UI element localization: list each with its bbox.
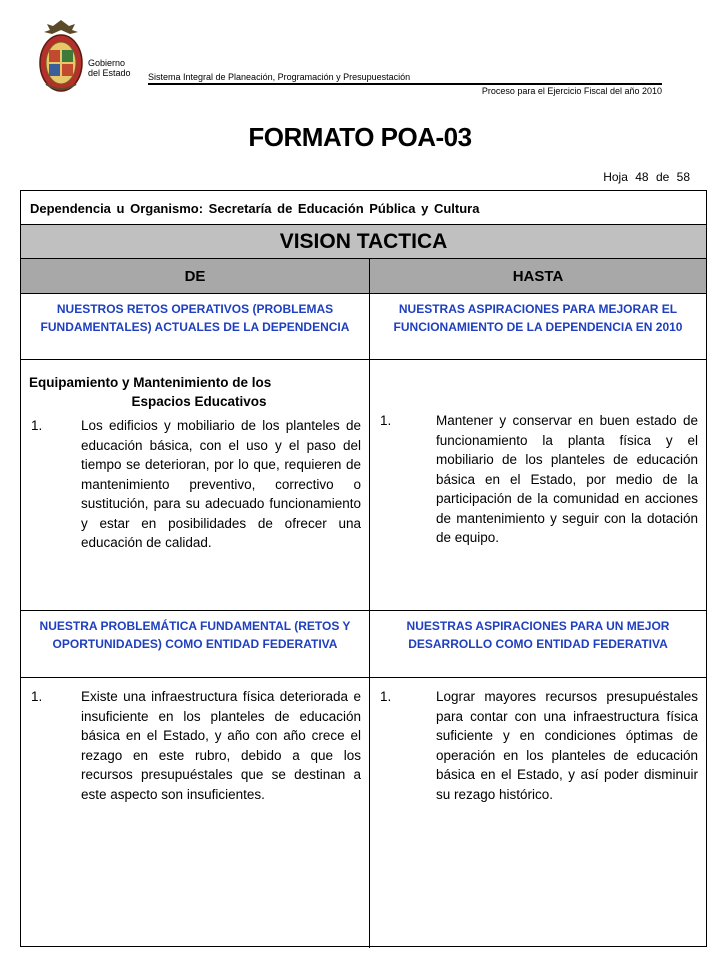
dependency-row: Dependencia u Organismo: Secretaría de Educación Pública y Cultura bbox=[21, 191, 706, 225]
gov-line-1: Gobierno bbox=[88, 58, 126, 68]
poa-table bbox=[20, 190, 707, 947]
block1-right-header: NUESTRAS ASPIRACIONES PARA MEJORAR EL FUNCIONAMIENTO DE LA DEPENDENCIA EN 2010 bbox=[393, 302, 683, 334]
page-title: FORMATO POA-03 bbox=[248, 122, 472, 152]
section-heading-line2: Espacios Educativos bbox=[131, 393, 267, 409]
section-heading-line1: Equipamiento y Mantenimiento de los bbox=[29, 375, 272, 390]
block1-body bbox=[21, 360, 706, 611]
block1-right-number: 1. bbox=[380, 413, 392, 428]
block2-left-cell bbox=[21, 678, 370, 948]
block1-right-cell bbox=[370, 360, 706, 610]
page-current: 48 bbox=[635, 170, 649, 184]
block2-body bbox=[21, 678, 706, 948]
section-title-band: VISION TACTICA bbox=[21, 225, 706, 259]
block2-subheaders bbox=[21, 611, 706, 678]
block2-left-header: NUESTRA PROBLEMÁTICA FUNDAMENTAL (RETOS Y OPORTUNIDADES) COMO ENTIDAD FEDERATIVA bbox=[21, 611, 370, 677]
block1-left-cell bbox=[21, 360, 370, 610]
block1-subheaders bbox=[21, 294, 706, 360]
block1-section-heading bbox=[21, 360, 369, 411]
column-headers bbox=[21, 259, 706, 294]
block2-right-item: Lograr mayores recursos presupuéstales para contar con una infraestructura física suficiente y en condiciones óptimas de operación en los planteles de educación básica en el Estado, y así poder disminuir su rezago histórico. bbox=[436, 689, 698, 802]
column-header-de: DE bbox=[21, 259, 370, 293]
state-coat-of-arms-logo bbox=[38, 18, 84, 96]
page-label: Hoja bbox=[603, 170, 628, 184]
block2-right-cell bbox=[370, 678, 706, 948]
page-counter bbox=[603, 170, 690, 184]
block2-left-item: Existe una infraestructura física deteriorada e insuficiente en los planteles de educación básica en el Estado, y año con año crece el rezago en este rubro, debido a que los recursos presupuéstales que se destinan a este aspecto son insuficientes. bbox=[81, 689, 361, 802]
page-sep: de bbox=[655, 170, 670, 184]
page-total: 58 bbox=[676, 170, 690, 184]
government-label bbox=[88, 58, 131, 78]
block1-left-item: Los edificios y mobiliario de los planteles de educación básica, con el uso y el paso del tiempo se deterioran, por lo que, requieren de mantenimiento preventivo, correctivo o sustitución, para su adecuado funcionamiento y estar en posibilidades de ofrecer una educación de calidad. bbox=[81, 418, 361, 550]
system-name: Sistema Integral de Planeación, Programación y Presupuestación bbox=[148, 72, 411, 82]
header-divider bbox=[148, 83, 662, 85]
block1-right-item: Mantener y conservar en buen estado de funcionamiento la planta física y el mobiliario de los planteles de educación básica en el Estado, por medio de la participación de la comunidad en acciones de mantenimiento y seguir con la dotación de equipo. bbox=[436, 413, 698, 545]
block1-left-number: 1. bbox=[31, 418, 43, 433]
process-label: Proceso para el Ejercicio Fiscal del año 2010 bbox=[481, 86, 662, 96]
block1-left-header: NUESTROS RETOS OPERATIVOS (PROBLEMAS FUNDAMENTALES) ACTUALES DE LA DEPENDENCIA bbox=[21, 294, 370, 359]
gov-line-2: del Estado bbox=[88, 68, 131, 78]
block2-left-number: 1. bbox=[31, 689, 43, 704]
block2-right-header: NUESTRAS ASPIRACIONES PARA UN MEJOR DESARROLLO COMO ENTIDAD FEDERATIVA bbox=[406, 619, 670, 651]
column-header-hasta: HASTA bbox=[512, 268, 564, 285]
block2-right-number: 1. bbox=[380, 689, 392, 704]
